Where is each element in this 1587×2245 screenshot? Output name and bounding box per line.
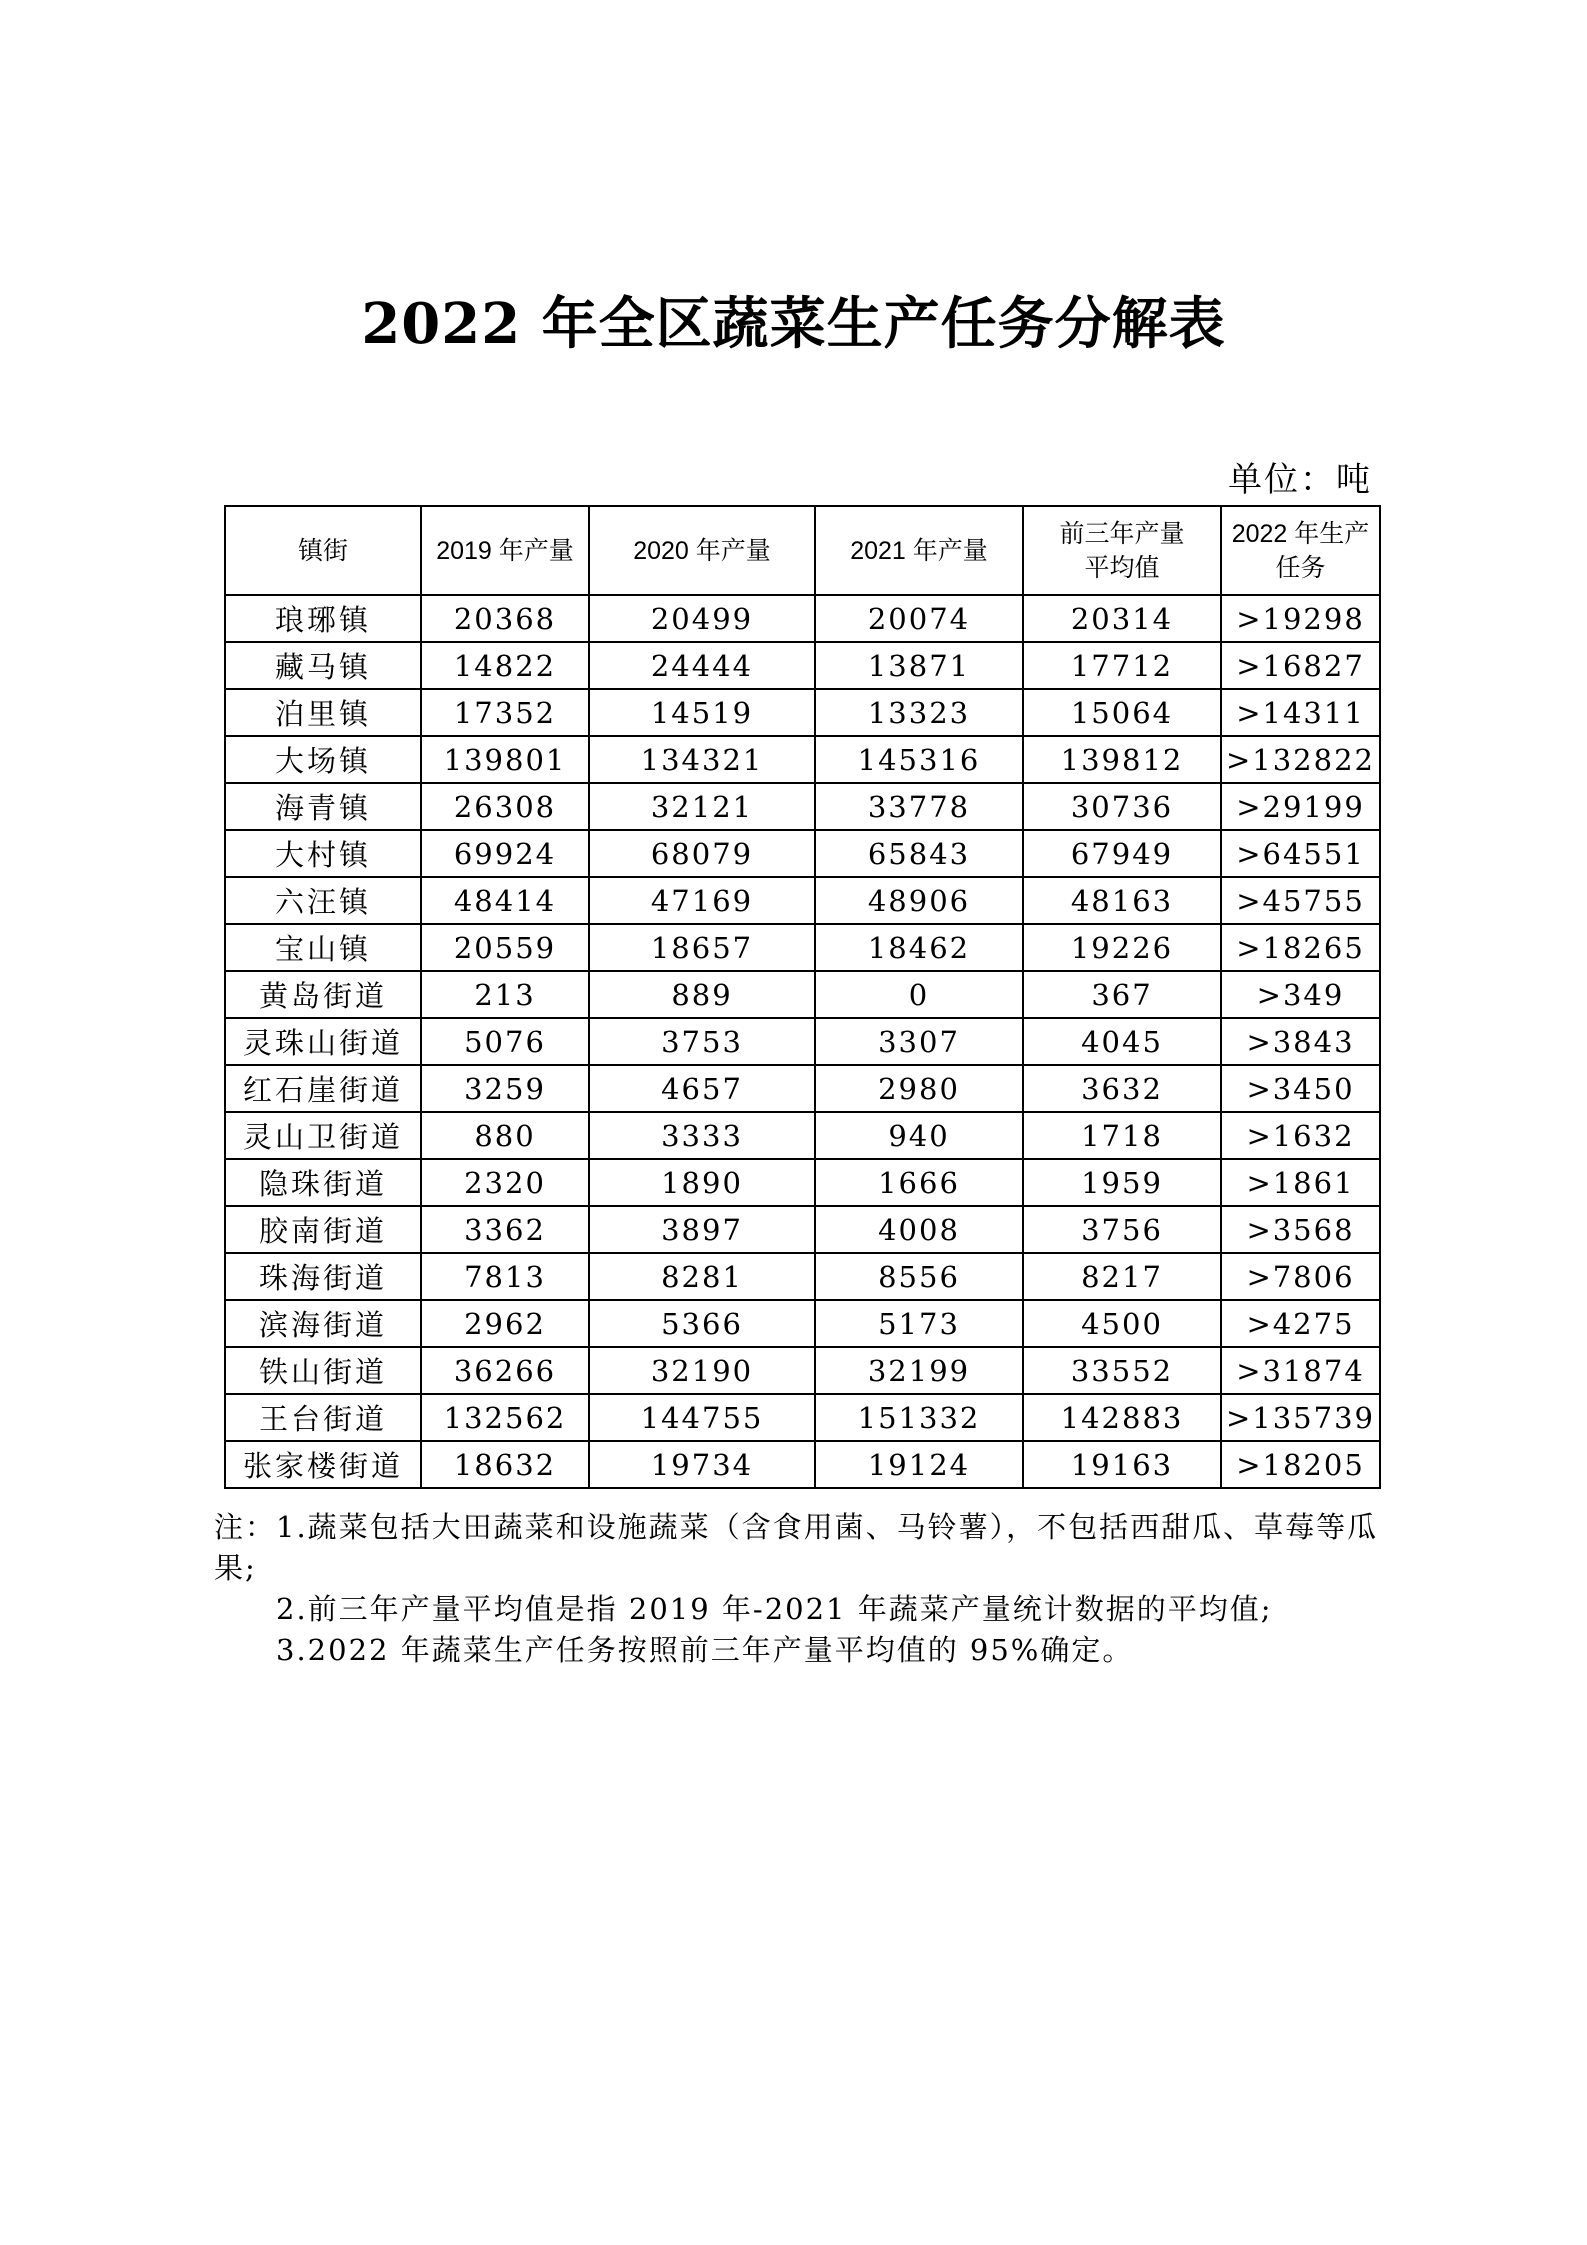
value-cell: >31874 bbox=[1221, 1347, 1380, 1394]
value-cell: 3632 bbox=[1023, 1065, 1221, 1112]
column-header: 2021 年产量 bbox=[815, 506, 1023, 595]
value-cell: 8556 bbox=[815, 1253, 1023, 1300]
table-header-row bbox=[225, 506, 1380, 595]
table-body bbox=[225, 595, 1380, 1488]
value-cell: 19226 bbox=[1023, 924, 1221, 971]
town-name-cell: 隐珠街道 bbox=[225, 1159, 421, 1206]
value-cell: 18632 bbox=[421, 1441, 589, 1488]
town-name-cell: 滨海街道 bbox=[225, 1300, 421, 1347]
value-cell: 940 bbox=[815, 1112, 1023, 1159]
value-cell: >19298 bbox=[1221, 595, 1380, 642]
value-cell: 132562 bbox=[421, 1394, 589, 1441]
value-cell: >64551 bbox=[1221, 830, 1380, 877]
town-name-cell: 大村镇 bbox=[225, 830, 421, 877]
note-2: 2.前三年产量平均值是指 2019 年-2021 年蔬菜产量统计数据的平均值; bbox=[276, 1592, 1273, 1626]
value-cell: >16827 bbox=[1221, 642, 1380, 689]
table-row bbox=[225, 1206, 1380, 1253]
value-cell: 2980 bbox=[815, 1065, 1023, 1112]
table-row bbox=[225, 1018, 1380, 1065]
value-cell: 13871 bbox=[815, 642, 1023, 689]
value-cell: 36266 bbox=[421, 1347, 589, 1394]
table-row bbox=[225, 877, 1380, 924]
value-cell: 3259 bbox=[421, 1065, 589, 1112]
town-name-cell: 黄岛街道 bbox=[225, 971, 421, 1018]
value-cell: >1632 bbox=[1221, 1112, 1380, 1159]
value-cell: 139812 bbox=[1023, 736, 1221, 783]
column-header: 镇街 bbox=[225, 506, 421, 595]
value-cell: 20074 bbox=[815, 595, 1023, 642]
value-cell: 1666 bbox=[815, 1159, 1023, 1206]
value-cell: >3843 bbox=[1221, 1018, 1380, 1065]
town-name-cell: 海青镇 bbox=[225, 783, 421, 830]
value-cell: 144755 bbox=[589, 1394, 815, 1441]
value-cell: 7813 bbox=[421, 1253, 589, 1300]
town-name-cell: 铁山街道 bbox=[225, 1347, 421, 1394]
value-cell: 4045 bbox=[1023, 1018, 1221, 1065]
value-cell: 30736 bbox=[1023, 783, 1221, 830]
value-cell: 0 bbox=[815, 971, 1023, 1018]
town-name-cell: 胶南街道 bbox=[225, 1206, 421, 1253]
column-header: 2019 年产量 bbox=[421, 506, 589, 595]
value-cell: 19163 bbox=[1023, 1441, 1221, 1488]
value-cell: 3307 bbox=[815, 1018, 1023, 1065]
value-cell: 32199 bbox=[815, 1347, 1023, 1394]
value-cell: 18462 bbox=[815, 924, 1023, 971]
column-header: 2022 年生产 任务 bbox=[1221, 506, 1380, 595]
value-cell: 4008 bbox=[815, 1206, 1023, 1253]
table-row bbox=[225, 1065, 1380, 1112]
town-name-cell: 藏马镇 bbox=[225, 642, 421, 689]
town-name-cell: 珠海街道 bbox=[225, 1253, 421, 1300]
value-cell: 14519 bbox=[589, 689, 815, 736]
town-name-cell: 张家楼街道 bbox=[225, 1441, 421, 1488]
table-row bbox=[225, 1253, 1380, 1300]
value-cell: >18265 bbox=[1221, 924, 1380, 971]
value-cell: >3450 bbox=[1221, 1065, 1380, 1112]
value-cell: 24444 bbox=[589, 642, 815, 689]
table-row bbox=[225, 924, 1380, 971]
value-cell: >45755 bbox=[1221, 877, 1380, 924]
value-cell: >29199 bbox=[1221, 783, 1380, 830]
table-row bbox=[225, 1300, 1380, 1347]
value-cell: >132822 bbox=[1221, 736, 1380, 783]
value-cell: 20499 bbox=[589, 595, 815, 642]
value-cell: 4657 bbox=[589, 1065, 815, 1112]
table-row bbox=[225, 1347, 1380, 1394]
value-cell: 47169 bbox=[589, 877, 815, 924]
town-name-cell: 宝山镇 bbox=[225, 924, 421, 971]
value-cell: 142883 bbox=[1023, 1394, 1221, 1441]
table-row bbox=[225, 1441, 1380, 1488]
value-cell: 33552 bbox=[1023, 1347, 1221, 1394]
town-name-cell: 琅琊镇 bbox=[225, 595, 421, 642]
table-row bbox=[225, 689, 1380, 736]
value-cell: 880 bbox=[421, 1112, 589, 1159]
value-cell: >349 bbox=[1221, 971, 1380, 1018]
unit-label: 单位：吨 bbox=[1228, 460, 1372, 500]
value-cell: 67949 bbox=[1023, 830, 1221, 877]
value-cell: 48414 bbox=[421, 877, 589, 924]
value-cell: 3753 bbox=[589, 1018, 815, 1065]
value-cell: 3897 bbox=[589, 1206, 815, 1253]
note-1: 注：1.蔬菜包括大田蔬菜和设施蔬菜（含食用菌、马铃薯），不包括西甜瓜、草莓等瓜果; bbox=[214, 1510, 1379, 1585]
value-cell: 69924 bbox=[421, 830, 589, 877]
task-table bbox=[224, 505, 1381, 1489]
value-cell: 17712 bbox=[1023, 642, 1221, 689]
town-name-cell: 六汪镇 bbox=[225, 877, 421, 924]
value-cell: 139801 bbox=[421, 736, 589, 783]
value-cell: 889 bbox=[589, 971, 815, 1018]
town-name-cell: 大场镇 bbox=[225, 736, 421, 783]
value-cell: >14311 bbox=[1221, 689, 1380, 736]
value-cell: 14822 bbox=[421, 642, 589, 689]
value-cell: 68079 bbox=[589, 830, 815, 877]
value-cell: 1890 bbox=[589, 1159, 815, 1206]
table-row bbox=[225, 783, 1380, 830]
notes bbox=[214, 1507, 1394, 1671]
value-cell: 13323 bbox=[815, 689, 1023, 736]
value-cell: 18657 bbox=[589, 924, 815, 971]
value-cell: 20314 bbox=[1023, 595, 1221, 642]
table-row bbox=[225, 1394, 1380, 1441]
value-cell: 65843 bbox=[815, 830, 1023, 877]
value-cell: >7806 bbox=[1221, 1253, 1380, 1300]
value-cell: >135739 bbox=[1221, 1394, 1380, 1441]
value-cell: 1959 bbox=[1023, 1159, 1221, 1206]
value-cell: 367 bbox=[1023, 971, 1221, 1018]
value-cell: >4275 bbox=[1221, 1300, 1380, 1347]
column-header: 2020 年产量 bbox=[589, 506, 815, 595]
value-cell: >18205 bbox=[1221, 1441, 1380, 1488]
value-cell: 4500 bbox=[1023, 1300, 1221, 1347]
town-name-cell: 红石崖街道 bbox=[225, 1065, 421, 1112]
value-cell: 145316 bbox=[815, 736, 1023, 783]
value-cell: 20559 bbox=[421, 924, 589, 971]
value-cell: 2962 bbox=[421, 1300, 589, 1347]
table-row bbox=[225, 642, 1380, 689]
table-row bbox=[225, 830, 1380, 877]
note-3: 3.2022 年蔬菜生产任务按照前三年产量平均值的 95%确定。 bbox=[276, 1633, 1134, 1667]
value-cell: >1861 bbox=[1221, 1159, 1380, 1206]
value-cell: 20368 bbox=[421, 595, 589, 642]
value-cell: 5076 bbox=[421, 1018, 589, 1065]
table-row bbox=[225, 736, 1380, 783]
page-title: 2022 年全区蔬菜生产任务分解表 bbox=[361, 291, 1226, 357]
value-cell: 19124 bbox=[815, 1441, 1023, 1488]
column-header: 前三年产量 平均值 bbox=[1023, 506, 1221, 595]
value-cell: 32121 bbox=[589, 783, 815, 830]
town-name-cell: 灵珠山街道 bbox=[225, 1018, 421, 1065]
value-cell: 8217 bbox=[1023, 1253, 1221, 1300]
value-cell: 213 bbox=[421, 971, 589, 1018]
value-cell: 1718 bbox=[1023, 1112, 1221, 1159]
value-cell: 33778 bbox=[815, 783, 1023, 830]
value-cell: 3333 bbox=[589, 1112, 815, 1159]
value-cell: 5173 bbox=[815, 1300, 1023, 1347]
table-row bbox=[225, 1112, 1380, 1159]
value-cell: 17352 bbox=[421, 689, 589, 736]
town-name-cell: 泊里镇 bbox=[225, 689, 421, 736]
table-row bbox=[225, 1159, 1380, 1206]
town-name-cell: 灵山卫街道 bbox=[225, 1112, 421, 1159]
town-name-cell: 王台街道 bbox=[225, 1394, 421, 1441]
value-cell: 8281 bbox=[589, 1253, 815, 1300]
value-cell: 19734 bbox=[589, 1441, 815, 1488]
value-cell: 151332 bbox=[815, 1394, 1023, 1441]
value-cell: 15064 bbox=[1023, 689, 1221, 736]
value-cell: >3568 bbox=[1221, 1206, 1380, 1253]
value-cell: 3756 bbox=[1023, 1206, 1221, 1253]
value-cell: 48163 bbox=[1023, 877, 1221, 924]
table-row bbox=[225, 971, 1380, 1018]
value-cell: 5366 bbox=[589, 1300, 815, 1347]
value-cell: 2320 bbox=[421, 1159, 589, 1206]
value-cell: 26308 bbox=[421, 783, 589, 830]
value-cell: 48906 bbox=[815, 877, 1023, 924]
value-cell: 32190 bbox=[589, 1347, 815, 1394]
value-cell: 3362 bbox=[421, 1206, 589, 1253]
value-cell: 134321 bbox=[589, 736, 815, 783]
table-row bbox=[225, 595, 1380, 642]
